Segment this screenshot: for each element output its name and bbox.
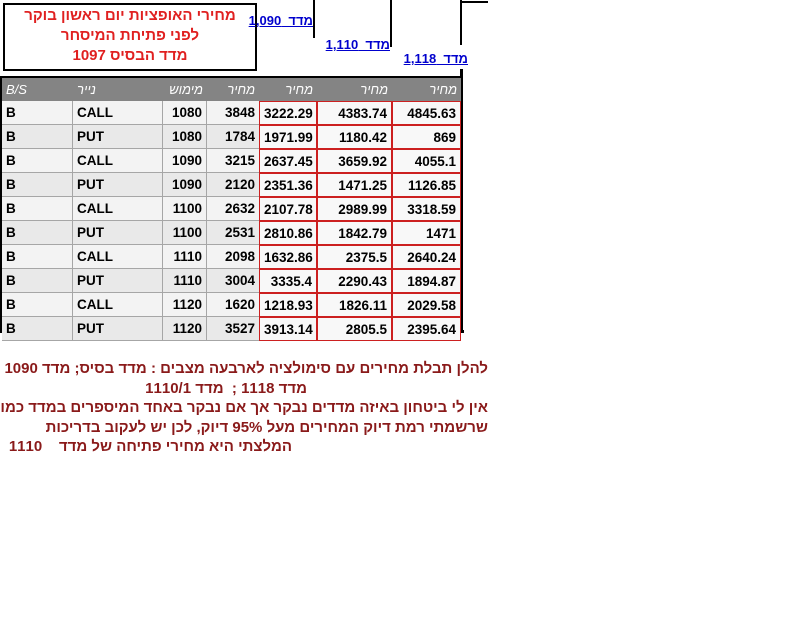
cell-paper-type: CALL bbox=[73, 149, 163, 173]
cell-bs: B bbox=[2, 101, 73, 125]
cell-price-1118: 3318.59 bbox=[392, 197, 461, 221]
header-price-1118: מחיר bbox=[392, 78, 461, 101]
cell-price-1118: 2395.64 bbox=[392, 317, 461, 341]
cell-paper-type: PUT bbox=[73, 125, 163, 149]
header-base-price: מחיר bbox=[207, 78, 259, 101]
cell-strike: 1100 bbox=[163, 197, 207, 221]
cell-price-1110: 2375.5 bbox=[317, 245, 392, 269]
header-strike: מימוש bbox=[163, 78, 207, 101]
divider-line-1110 bbox=[390, 0, 392, 47]
cell-price-1110: 1180.42 bbox=[317, 125, 392, 149]
cell-bs: B bbox=[2, 221, 73, 245]
header-price-1090: מחיר bbox=[259, 78, 317, 101]
table-row bbox=[2, 149, 461, 173]
divider-line-1118 bbox=[460, 0, 462, 45]
index-link-1090[interactable]: מדד 1,090 bbox=[248, 13, 313, 28]
title-box bbox=[3, 3, 257, 71]
cell-price-1090: 3335.4 bbox=[259, 269, 317, 293]
table-row bbox=[2, 125, 461, 149]
top-right-tick-line bbox=[460, 1, 488, 3]
cell-price-1118: 4845.63 bbox=[392, 101, 461, 125]
divider-line-1090 bbox=[313, 0, 315, 38]
cell-price-1110: 1842.79 bbox=[317, 221, 392, 245]
cell-base-price: 2531 bbox=[207, 221, 259, 245]
cell-bs: B bbox=[2, 293, 73, 317]
cell-bs: B bbox=[2, 149, 73, 173]
header-bs: B/S bbox=[2, 78, 73, 101]
note-line-3: אין לי ביטחון באיזה מדדים נבקר אך אם נבקר באחד המיספרים במדד כמו bbox=[0, 399, 488, 416]
note-line-2: מדד 1118 ; מדד 1110/1 bbox=[145, 379, 307, 397]
cell-price-1110: 1826.11 bbox=[317, 293, 392, 317]
cell-price-1110: 2290.43 bbox=[317, 269, 392, 293]
table-row bbox=[2, 293, 461, 317]
cell-base-price: 2120 bbox=[207, 173, 259, 197]
title-line-3: מדד הבסיס 1097 bbox=[72, 47, 188, 64]
cell-price-1118: 4055.1 bbox=[392, 149, 461, 173]
table-header-row bbox=[2, 78, 461, 101]
note-line-4: שרשמתי רמת דיוק המחירים מעל 95% דיוק, לכן יש לעקוב בדריכות bbox=[45, 418, 488, 436]
cell-price-1090: 1632.86 bbox=[259, 245, 317, 269]
title-line-2: לפני פתיחת המיסחר bbox=[60, 27, 200, 44]
cell-strike: 1080 bbox=[163, 101, 207, 125]
table-row bbox=[2, 101, 461, 125]
cell-base-price: 3004 bbox=[207, 269, 259, 293]
cell-paper-type: PUT bbox=[73, 269, 163, 293]
note-line-5: המלצתי היא מחירי פתיחה של מדד 1110 bbox=[8, 438, 292, 455]
cell-paper-type: PUT bbox=[73, 173, 163, 197]
cell-price-1110: 1471.25 bbox=[317, 173, 392, 197]
cell-price-1110: 2989.99 bbox=[317, 197, 392, 221]
header-paper: נייר bbox=[73, 78, 163, 101]
cell-strike: 1120 bbox=[163, 293, 207, 317]
table-row bbox=[2, 197, 461, 221]
cell-strike: 1110 bbox=[163, 245, 207, 269]
cell-bs: B bbox=[2, 269, 73, 293]
cell-price-1118: 1894.87 bbox=[392, 269, 461, 293]
cell-price-1118: 869 bbox=[392, 125, 461, 149]
cell-base-price: 1620 bbox=[207, 293, 259, 317]
cell-price-1090: 2107.78 bbox=[259, 197, 317, 221]
cell-bs: B bbox=[2, 245, 73, 269]
cell-price-1110: 2805.5 bbox=[317, 317, 392, 341]
cell-base-price: 1784 bbox=[207, 125, 259, 149]
cell-bs: B bbox=[2, 197, 73, 221]
title-line-1: מחירי האופציות יום ראשון בוקר bbox=[24, 7, 236, 24]
cell-paper-type: CALL bbox=[73, 245, 163, 269]
cell-base-price: 3848 bbox=[207, 101, 259, 125]
cell-bs: B bbox=[2, 317, 73, 341]
cell-paper-type: PUT bbox=[73, 317, 163, 341]
index-link-1118[interactable]: מדד 1,118 bbox=[403, 51, 468, 66]
cell-paper-type: PUT bbox=[73, 221, 163, 245]
cell-price-1090: 1218.93 bbox=[259, 293, 317, 317]
cell-strike: 1090 bbox=[163, 173, 207, 197]
cell-paper-type: CALL bbox=[73, 101, 163, 125]
options-table-body bbox=[2, 101, 461, 341]
cell-price-1090: 2810.86 bbox=[259, 221, 317, 245]
table-row bbox=[2, 221, 461, 245]
cell-strike: 1080 bbox=[163, 125, 207, 149]
cell-strike: 1100 bbox=[163, 221, 207, 245]
cell-price-1110: 4383.74 bbox=[317, 101, 392, 125]
table-row bbox=[2, 317, 461, 341]
table-row bbox=[2, 173, 461, 197]
cell-price-1090: 2637.45 bbox=[259, 149, 317, 173]
cell-strike: 1120 bbox=[163, 317, 207, 341]
cell-base-price: 2632 bbox=[207, 197, 259, 221]
cell-base-price: 2098 bbox=[207, 245, 259, 269]
notes-block bbox=[2, 359, 488, 457]
table-row bbox=[2, 269, 461, 293]
cell-bs: B bbox=[2, 125, 73, 149]
cell-paper-type: CALL bbox=[73, 293, 163, 317]
cell-base-price: 3527 bbox=[207, 317, 259, 341]
cell-strike: 1110 bbox=[163, 269, 207, 293]
cell-price-1110: 3659.92 bbox=[317, 149, 392, 173]
cell-strike: 1090 bbox=[163, 149, 207, 173]
cell-price-1118: 1126.85 bbox=[392, 173, 461, 197]
table-row bbox=[2, 245, 461, 269]
cell-paper-type: CALL bbox=[73, 197, 163, 221]
cell-price-1090: 3913.14 bbox=[259, 317, 317, 341]
cell-price-1090: 2351.36 bbox=[259, 173, 317, 197]
cell-base-price: 3215 bbox=[207, 149, 259, 173]
cell-bs: B bbox=[2, 173, 73, 197]
cell-price-1118: 2029.58 bbox=[392, 293, 461, 317]
cell-price-1090: 3222.29 bbox=[259, 101, 317, 125]
options-table bbox=[2, 78, 461, 341]
note-line-1: להלן תבלת מחירים עם סימולציה לארבעה מצבים : מדד בסיס; מדד 1090 bbox=[4, 360, 488, 377]
index-link-1110[interactable]: מדד 1,110 bbox=[325, 37, 390, 52]
cell-price-1118: 1471 bbox=[392, 221, 461, 245]
cell-price-1090: 1971.99 bbox=[259, 125, 317, 149]
header-price-1110: מחיר bbox=[317, 78, 392, 101]
cell-price-1118: 2640.24 bbox=[392, 245, 461, 269]
